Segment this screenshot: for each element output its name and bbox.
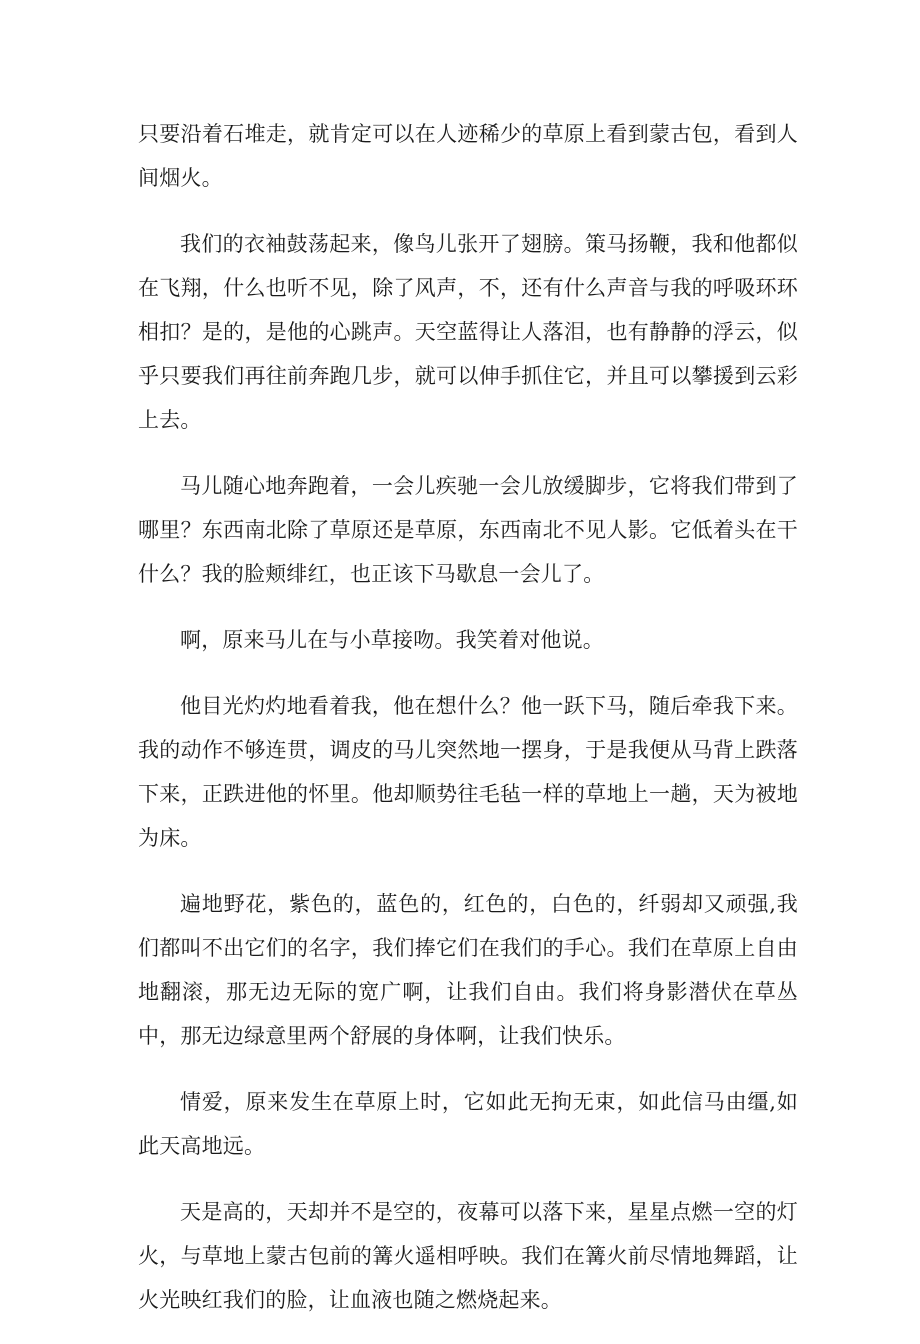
paragraph: 遍地野花，紫色的，蓝色的，红色的，白色的，纤弱却又顽强,我们都叫不出它们的名字，我们捧它们在我们的手心。我们在草原上自由地翻滚，那无边无际的宽广啊，让我们自由。我们将身影潜伏在草丛中，那无边绿意里两个舒展的身体啊，让我们快乐。 [138, 892, 798, 1048]
paragraph: 啊，原来马儿在与小草接吻。我笑着对他说。 [180, 628, 604, 652]
paragraph: 我们的衣袖鼓荡起来，像鸟儿张开了翅膀。策马扬鞭，我和他都似在飞翔，什么也听不见，除了风声，不，还有什么声音与我的呼吸环环相扣？是的，是他的心跳声。天空蓝得让人落泪，也有静静的浮云，似乎只要我们再往前奔跑几步，就可以伸手抓住它，并且可以攀援到云彩上去。 [138, 232, 798, 432]
paragraph: 情爱，原来发生在草原上时，它如此无拘无束，如此信马由缰,如此天高地远。 [138, 1090, 798, 1158]
paragraph: 天是高的，天却并不是空的，夜幕可以落下来，星星点燃一空的灯火，与草地上蒙古包前的篝火遥相呼映。我们在篝火前尽情地舞蹈，让火光映红我们的脸，让血液也随之燃烧起来。 [138, 1200, 798, 1312]
paragraph: 他目光灼灼地看着我，他在想什么？他一跃下马，随后牵我下来。我的动作不够连贯，调皮的马儿突然地一摆身，于是我便从马背上跌落下来，正跌进他的怀里。他却顺势往毛毡一样的草地上一趟，天为被地为床。 [138, 694, 798, 850]
paragraph: 只要沿着石堆走，就肯定可以在人迹稀少的草原上看到蒙古包，看到人间烟火。 [138, 122, 798, 190]
paragraph: 马儿随心地奔跑着，一会儿疾驰一会儿放缓脚步，它将我们带到了哪里？东西南北除了草原还是草原，东西南北不见人影。它低着头在干什么？我的脸颊绯红，也正该下马歇息一会儿了。 [138, 474, 798, 586]
document-body [138, 112, 798, 1344]
